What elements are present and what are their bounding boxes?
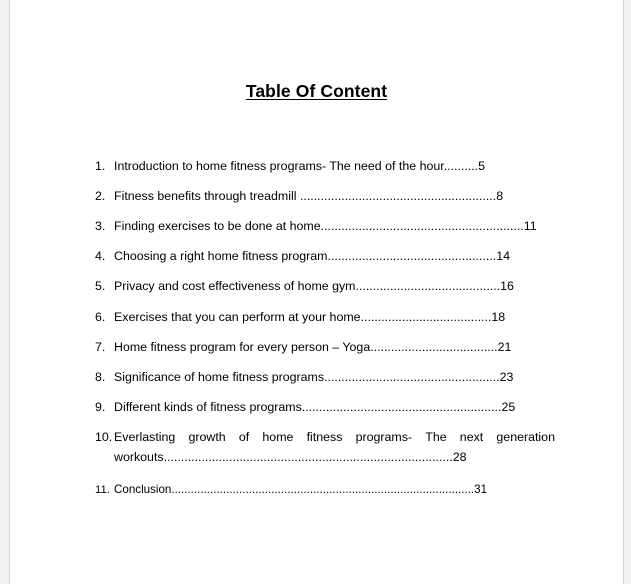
toc-entry-text: workouts: [114, 450, 164, 464]
toc-entry-page: 11: [523, 219, 537, 233]
toc-entry-number: 10.: [95, 430, 113, 444]
toc-entry-number: 1.: [95, 159, 106, 173]
toc-entry[interactable]: [95, 219, 537, 233]
toc-entry-page: 14: [496, 249, 510, 263]
toc-entry-text: Finding exercises to be done at home: [114, 219, 321, 233]
toc-entry-page: 5: [478, 159, 486, 173]
toc-entry[interactable]: [95, 400, 515, 414]
toc-entry-leader: ...................................................: [324, 370, 500, 384]
toc-entry[interactable]: [95, 370, 513, 384]
toc-entry-text: Choosing a right home fitness program: [114, 249, 328, 263]
toc-entry-word: generation: [496, 430, 555, 444]
toc-entry-word: home: [262, 430, 294, 444]
toc-entry-text: Conclusion: [114, 483, 172, 496]
toc-entry[interactable]: [95, 310, 505, 324]
toc-entry-word: fitness: [306, 430, 343, 444]
toc-entry[interactable]: [95, 340, 511, 354]
document-page: [9, 0, 624, 584]
toc-entry[interactable]: [95, 159, 485, 173]
toc-entry-page: 18: [491, 310, 506, 324]
toc-entry-leader: ..........................................: [355, 279, 501, 293]
toc-entry[interactable]: [95, 279, 514, 293]
toc-entry-second-line: [95, 450, 555, 464]
toc-entry-number: 4.: [95, 249, 106, 263]
toc-entry-word: programs-: [355, 430, 413, 444]
toc-entry-number: 7.: [95, 340, 106, 354]
toc-entry-page: 16: [500, 279, 514, 293]
toc-entry-word: next: [459, 430, 484, 444]
toc-entry-text: Home fitness program for every person – Yoga: [114, 340, 371, 354]
toc-entry-number: 2.: [95, 189, 106, 203]
toc-entry-leader: ..........................................................: [301, 400, 502, 414]
toc-entry-number: 9.: [95, 400, 106, 414]
toc-entry[interactable]: [95, 249, 510, 263]
toc-entry-page: 8: [496, 189, 504, 203]
toc-entry-number: 8.: [95, 370, 106, 384]
toc-entry[interactable]: [95, 430, 555, 464]
toc-entry[interactable]: [95, 482, 487, 496]
toc-entry-number: 5.: [95, 279, 106, 293]
toc-entry-leader: ..........: [443, 159, 479, 173]
toc-entry-text: Different kinds of fitness programs: [114, 400, 302, 414]
toc-entry-text: Significance of home fitness programs: [114, 370, 325, 384]
toc-entry-text: Exercises that you can perform at your home: [114, 310, 361, 324]
toc-entry-leader: ....................................................................................: [163, 450, 453, 464]
toc-entry-leader: .................................................: [327, 249, 497, 263]
toc-entry-leader: ..............................................................................................: [171, 483, 475, 496]
toc-entry-number: 6.: [95, 310, 106, 324]
toc-entry-text: Privacy and cost effectiveness of home gym: [114, 279, 356, 293]
toc-entry-number: 11.: [95, 484, 110, 496]
toc-entry-page: 23: [499, 370, 514, 384]
toc-entry-number: 3.: [95, 219, 106, 233]
toc-entry-leader: ......................................: [360, 310, 492, 324]
toc-entry-leader: ...........................................................: [320, 219, 524, 233]
page-title: Table Of Content: [245, 81, 388, 101]
toc-entry-page: 31: [474, 483, 488, 496]
toc-entry-word: growth: [188, 430, 226, 444]
toc-entry-leader: .....................................: [370, 340, 498, 354]
toc-entry-text: Fitness benefits through treadmill: [114, 189, 300, 203]
toc-entry-leader: .........................................................: [299, 189, 497, 203]
toc-entry-page: 28: [452, 450, 467, 464]
toc-entry-word: of: [238, 430, 250, 444]
toc-entry-text: Introduction to home fitness programs- The need of the hour: [114, 159, 444, 173]
toc-entry-page: 21: [497, 340, 512, 354]
toc-entry-word: 10. Everlasting: [95, 430, 176, 444]
toc-entry-word: The: [425, 430, 447, 444]
toc-entry-page: 25: [501, 400, 516, 414]
toc-entry[interactable]: [95, 189, 503, 203]
toc-entry-first-line: [95, 430, 555, 444]
